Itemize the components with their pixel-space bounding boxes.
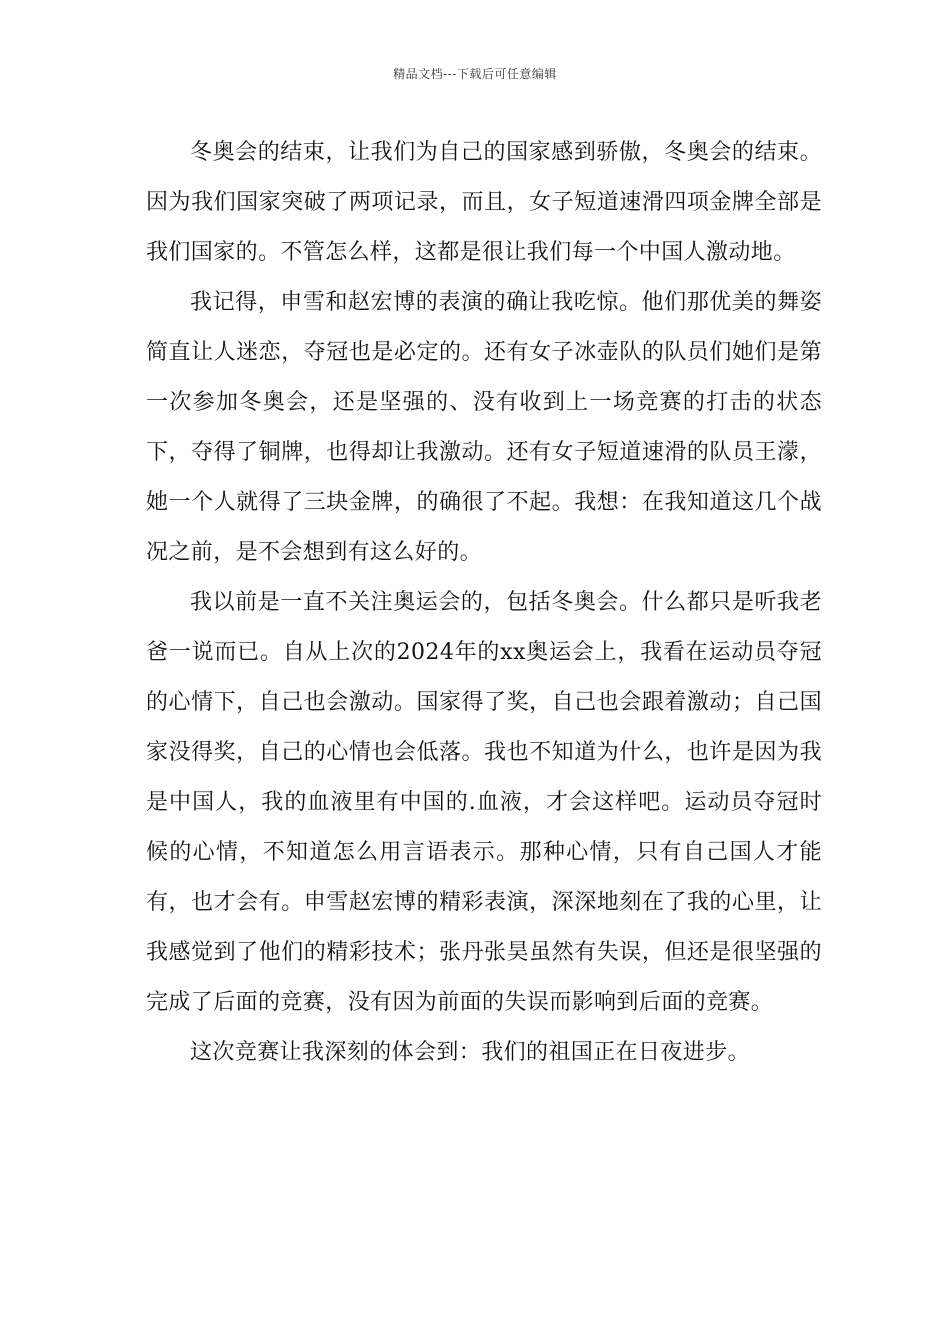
paragraph-4: 这次竞赛让我深刻的体会到：我们的祖国正在日夜进步。	[190, 1040, 751, 1065]
paragraph-2: 我记得，申雪和赵宏博的表演的确让我吃惊。他们那优美的舞姿简直让人迷恋，夺冠也是必定的。还有女子冰壶队的队员们她们是第一次参加冬奥会，还是坚强的、没有收到上一场竞赛的打击的状态下，夺得了铜牌，也得却让我激动。还有女子短道速滑的队员王濛，她一个人就得了三块金牌，的确很了不起。我想：在我知道这几个战况之前，是不会想到有这么好的。	[146, 290, 822, 565]
document-body	[146, 128, 822, 1078]
page-header: 精品文档---下载后可任意编辑	[393, 67, 557, 81]
paragraph-1: 冬奥会的结束，让我们为自己的国家感到骄傲，冬奥会的结束。因为我们国家突破了两项记录，而且，女子短道速滑四项金牌全部是我们国家的。不管怎么样，这都是很让我们每一个中国人激动地。	[146, 140, 822, 265]
paragraph-3: 我以前是一直不关注奥运会的，包括冬奥会。什么都只是听我老爸一说而已。自从上次的2024年的xx奥运会上，我看在运动员夺冠的心情下，自己也会激动。国家得了奖，自己也会跟着激动；自己国家没得奖，自己的心情也会低落。我也不知道为什么，也许是因为我是中国人，我的血液里有中国的.血液，才会这样吧。运动员夺冠时候的心情，不知道怎么用言语表示。那种心情，只有自己国人才能有，也才会有。申雪赵宏博的精彩表演，深深地刻在了我的心里，让我感觉到了他们的精彩技术；张丹张昊虽然有失误，但还是很坚强的完成了后面的竞赛，没有因为前面的失误而影响到后面的竞赛。	[146, 590, 822, 1015]
